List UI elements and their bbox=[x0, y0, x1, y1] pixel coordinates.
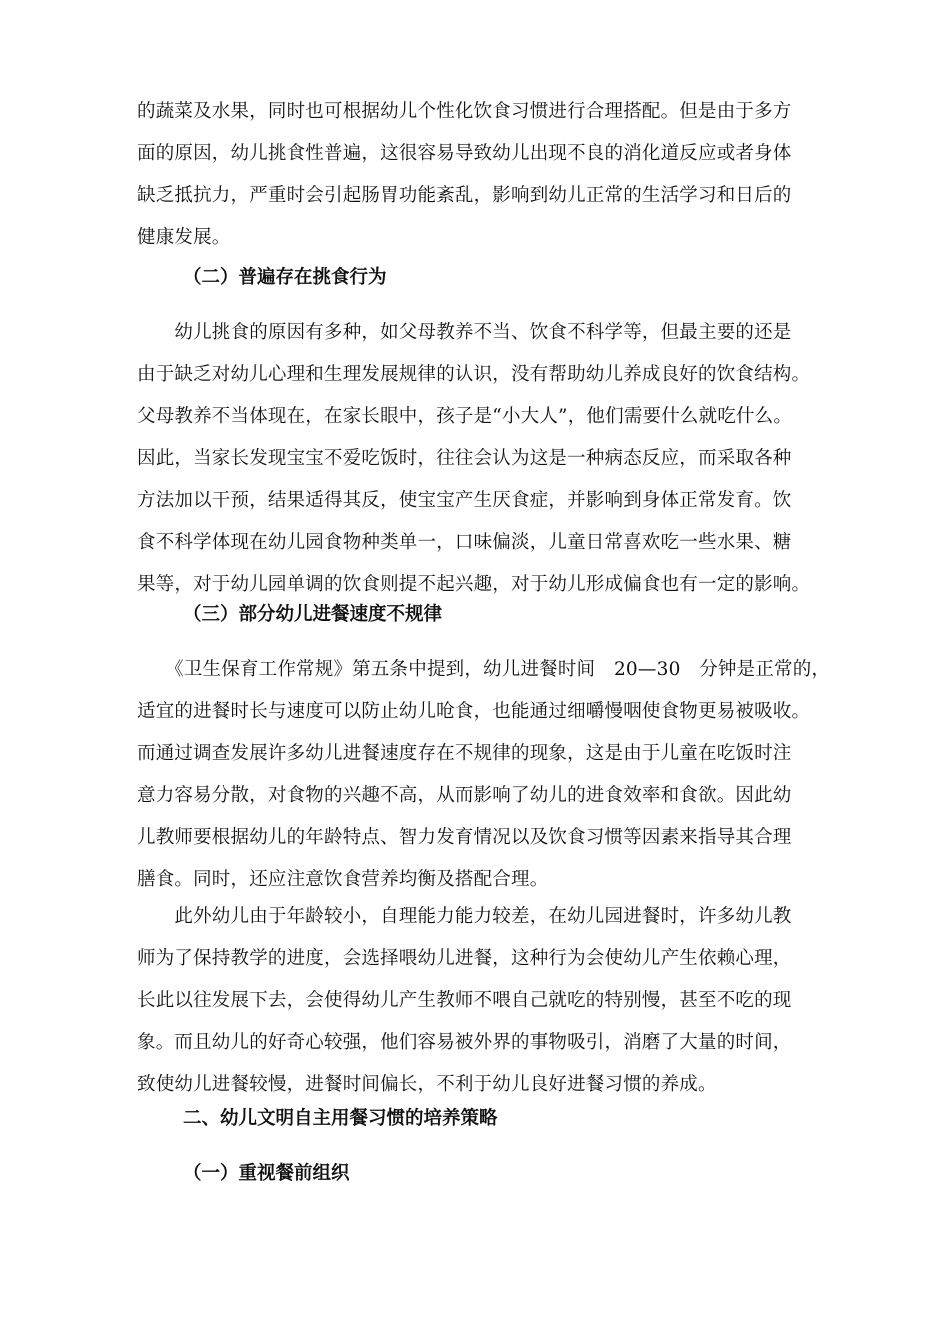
subsection-heading-pre-meal: （一）重视餐前组织 bbox=[183, 1163, 350, 1184]
text-line: 长此以往发展下去，会使得幼儿产生教师不喂自己就吃的特别慢，甚至不吃的现 bbox=[137, 990, 792, 1011]
section-heading-picky-eating: （二）普遍存在挑食行为 bbox=[183, 267, 387, 288]
text-line: 幼儿挑食的原因有多种，如父母教养不当、饮食不科学等，但最主要的还是 bbox=[137, 322, 792, 343]
text-line: 健康发展。 bbox=[137, 227, 231, 248]
text-line: 师为了保持教学的进度，会选择喂幼儿进餐，这种行为会使幼儿产生依赖心理， bbox=[137, 948, 792, 969]
text-line: 果等，对于幼儿园单调的饮食则提不起兴趣，对于幼儿形成偏食也有一定的影响。 bbox=[137, 574, 811, 595]
text-line: 而通过调查发展许多幼儿进餐速度存在不规律的现象，这是由于儿童在吃饭时注 bbox=[137, 743, 792, 764]
text-line: 儿教师要根据幼儿的年龄特点、智力发育情况以及饮食习惯等因素来指导其合理 bbox=[137, 827, 792, 848]
text-line: 此外幼儿由于年龄较小，自理能力能力较差，在幼儿园进餐时，许多幼儿教 bbox=[137, 906, 792, 927]
text-line: 因此，当家长发现宝宝不爱吃饭时，往往会认为这是一种病态反应，而采取各种 bbox=[137, 448, 792, 469]
text-line: 父母教养不当体现在，在家长眼中，孩子是“小大人”，他们需要什么就吃什么。 bbox=[137, 406, 793, 427]
section-heading-eating-speed: （三）部分幼儿进餐速度不规律 bbox=[183, 604, 443, 625]
section-heading-strategies: 二、幼儿文明自主用餐习惯的培养策略 bbox=[183, 1108, 498, 1129]
paragraph-picky-eating bbox=[137, 312, 822, 606]
text-line: 缺乏抵抗力，严重时会引起肠胃功能紊乱，影响到幼儿正常的生活学习和日后的 bbox=[137, 185, 792, 206]
text-line: 方法加以干预，结果适得其反，使宝宝产生厌食症，并影响到身体正常发育。饮 bbox=[137, 490, 792, 511]
text-line: 由于缺乏对幼儿心理和生理发展规律的认识，没有帮助幼儿养成良好的饮食结构。 bbox=[137, 364, 811, 385]
text-line: 象。而且幼儿的好奇心较强，他们容易被外界的事物吸引，消磨了大量的时间， bbox=[137, 1032, 792, 1053]
text-line: 致使幼儿进餐较慢，进餐时间偏长，不利于幼儿良好进餐习惯的养成。 bbox=[137, 1074, 717, 1095]
text-line: 食不科学体现在幼儿园食物种类单一，口味偏淡，儿童日常喜欢吃一些水果、糖 bbox=[137, 532, 792, 553]
text-line: 《卫生保育工作常规》第五条中提到，幼儿进餐时间 20—30 分钟是正常的， bbox=[137, 659, 831, 680]
text-line: 的蔬菜及水果，同时也可根据幼儿个性化饮食习惯进行合理搭配。但是由于多方 bbox=[137, 101, 792, 122]
paragraph-eating-speed bbox=[137, 649, 831, 901]
paragraph-nutrition-intro bbox=[137, 91, 822, 259]
text-line: 意力容易分散，对食物的兴趣不高，从而影响了幼儿的进食效率和食欲。因此幼 bbox=[137, 785, 792, 806]
text-line: 面的原因，幼儿挑食性普遍，这很容易导致幼儿出现不良的消化道反应或者身体 bbox=[137, 143, 792, 164]
text-line: 适宜的进餐时长与速度可以防止幼儿呛食，也能通过细嚼慢咽使食物更易被吸收。 bbox=[137, 701, 811, 722]
paragraph-self-care bbox=[137, 896, 822, 1106]
text-line: 膳食。同时，还应注意饮食营养均衡及搭配合理。 bbox=[137, 869, 549, 890]
